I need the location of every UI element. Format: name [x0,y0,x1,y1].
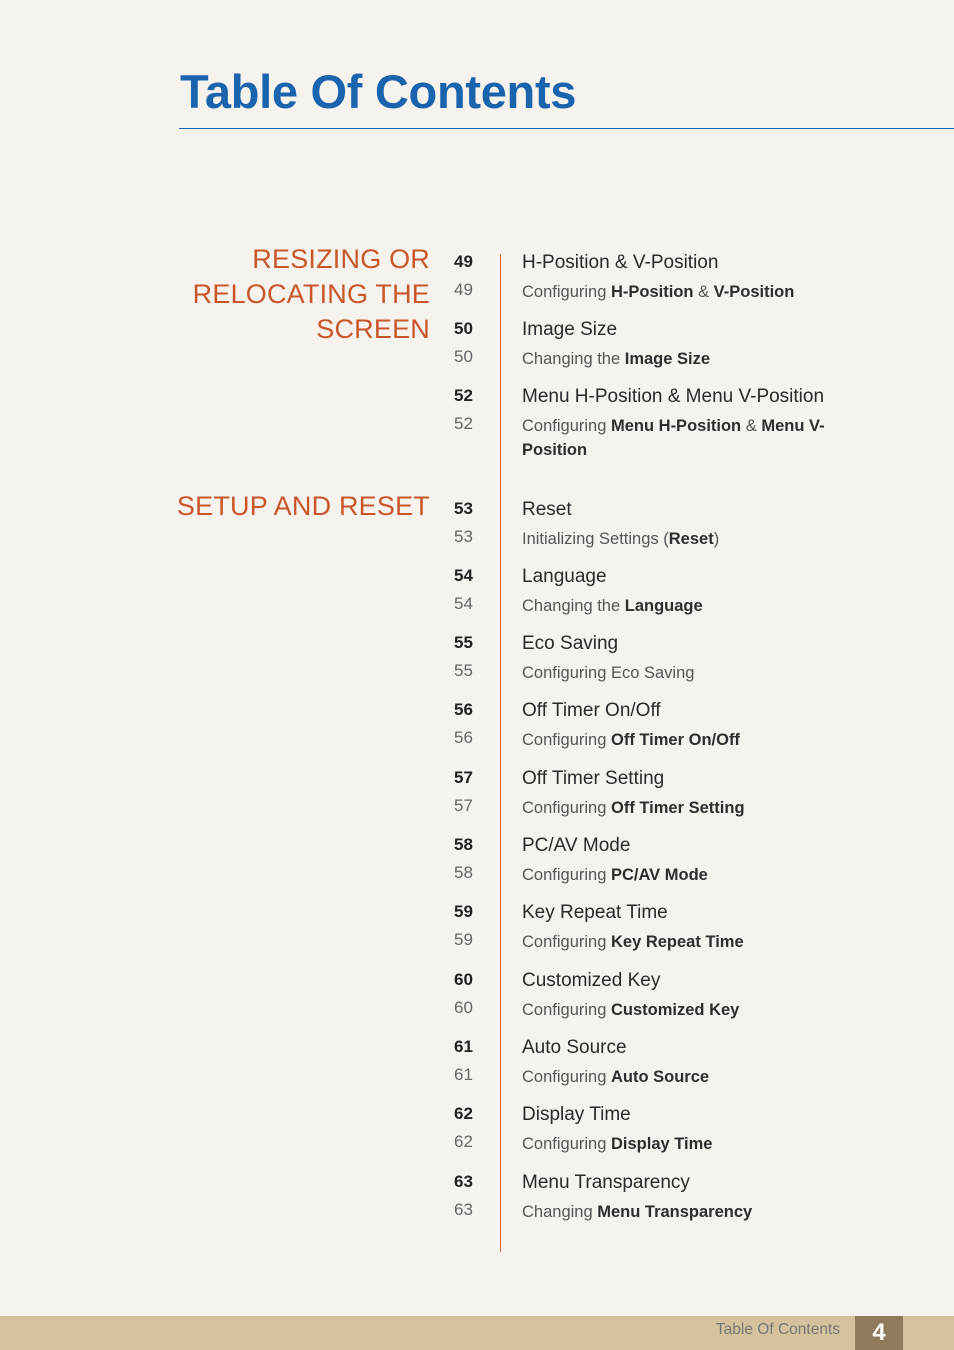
subentry-bold-term: PC/AV Mode [610,866,708,884]
entry-page-number: 54 [454,566,473,585]
subentry-text: Configuring [522,866,611,884]
subentry-title[interactable] [522,661,852,685]
subentry-title[interactable] [522,414,852,462]
subentry-page-number: 50 [454,347,473,366]
section-heading-resizing [193,242,430,347]
entry-page-number: 53 [454,499,473,518]
subentry-title[interactable] [522,728,852,752]
subentry-text: & [693,283,714,301]
entry-title[interactable]: Menu Transparency [522,1172,690,1193]
subentry-page-number: 54 [454,594,473,613]
entry-title[interactable]: Off Timer On/Off [522,700,661,721]
subentry-page-number: 56 [454,728,473,747]
subentry-bold-term: Language [624,597,703,615]
subentry-text: Configuring [522,933,611,951]
column-divider [500,254,501,1252]
subentry-bold-term: Key Repeat Time [610,933,744,951]
entry-page-number: 59 [454,902,473,921]
subentry-page-number: 49 [454,280,473,299]
section-heading-line: SETUP AND RESET [176,491,430,521]
subentry-page-number: 62 [454,1132,473,1151]
entry-page-number: 60 [454,970,473,989]
subentry-title[interactable] [522,1132,852,1156]
entry-title[interactable]: PC/AV Mode [522,835,631,856]
section-heading-setup [177,489,430,524]
subentry-title[interactable] [522,1065,852,1089]
entry-page-number: 61 [454,1037,473,1056]
subentry-bold-term: Menu Transparency [597,1203,753,1221]
subentry-title[interactable] [522,930,852,954]
subentry-bold-term: H-Position [610,283,694,301]
entry-title[interactable]: Eco Saving [522,633,619,654]
subentry-bold-term: Image Size [624,350,711,368]
subentry-title[interactable] [522,1200,852,1224]
subentry-text: Configuring [522,731,611,749]
section-heading-line: RELOCATING THE [192,279,430,309]
entry-title[interactable]: Language [522,566,607,587]
entry-title[interactable]: H-Position & V-Position [522,252,719,273]
entry-title[interactable]: Display Time [522,1104,631,1125]
subentry-title[interactable] [522,280,852,304]
subentry-page-number: 53 [454,527,473,546]
subentry-text: Configuring [522,799,611,817]
title-divider [179,128,954,129]
subentry-page-number: 59 [454,930,473,949]
subentry-title[interactable] [522,863,852,887]
entry-title[interactable]: Off Timer Setting [522,768,665,789]
subentry-text: Changing the [522,350,625,368]
entry-title[interactable]: Reset [522,499,572,520]
subentry-text: Configuring [522,1001,611,1019]
entry-page-number: 52 [454,386,473,405]
entry-page-number: 63 [454,1172,473,1191]
subentry-bold-term: Off Timer On/Off [610,731,740,749]
subentry-text: Configuring [522,283,611,301]
subentry-page-number: 63 [454,1200,473,1219]
subentry-text: Configuring [522,417,611,435]
subentry-bold-term: Auto Source [610,1068,710,1086]
subentry-bold-term: Display Time [610,1135,713,1153]
subentry-text: Configuring Eco Saving [522,664,695,682]
footer-page-number: 4 [855,1316,903,1350]
entry-title[interactable]: Auto Source [522,1037,627,1058]
subentry-bold-term: Menu V-Position [522,417,825,459]
entry-page-number: 50 [454,319,473,338]
subentry-bold-term: Customized Key [610,1001,740,1019]
section-heading-line: RESIZING OR [252,244,430,274]
subentry-text: Configuring [522,1135,611,1153]
entry-page-number: 55 [454,633,473,652]
entry-page-number: 57 [454,768,473,787]
entry-page-number: 62 [454,1104,473,1123]
subentry-text: Changing the [522,597,625,615]
entry-title[interactable]: Menu H-Position & Menu V-Position [522,386,825,407]
footer-label: Table Of Contents [715,1321,840,1338]
subentry-page-number: 52 [454,414,473,433]
subentry-text: Changing [522,1203,598,1221]
subentry-bold-term: Menu H-Position [610,417,742,435]
subentry-text: & [741,417,762,435]
subentry-text: Initializing Settings ( [522,530,669,548]
subentry-page-number: 58 [454,863,473,882]
subentry-page-number: 61 [454,1065,473,1084]
entry-page-number: 49 [454,252,473,271]
subentry-page-number: 60 [454,998,473,1017]
section-heading-line: SCREEN [316,314,430,344]
subentry-page-number: 55 [454,661,473,680]
subentry-bold-term: V-Position [713,283,795,301]
subentry-title[interactable] [522,796,852,820]
subentry-text: ) [713,530,720,548]
subentry-title[interactable] [522,998,852,1022]
subentry-title[interactable] [522,594,852,618]
entry-title[interactable]: Image Size [522,319,618,340]
entry-page-number: 56 [454,700,473,719]
entry-page-number: 58 [454,835,473,854]
subentry-title[interactable] [522,347,852,371]
subentry-page-number: 57 [454,796,473,815]
subentry-bold-term: Reset [668,530,714,548]
subentry-title[interactable] [522,527,852,551]
subentry-bold-term: Off Timer Setting [610,799,745,817]
entry-title[interactable]: Customized Key [522,970,661,991]
entry-title[interactable]: Key Repeat Time [522,902,668,923]
subentry-text: Configuring [522,1068,611,1086]
page-title: Table Of Contents [180,65,577,118]
